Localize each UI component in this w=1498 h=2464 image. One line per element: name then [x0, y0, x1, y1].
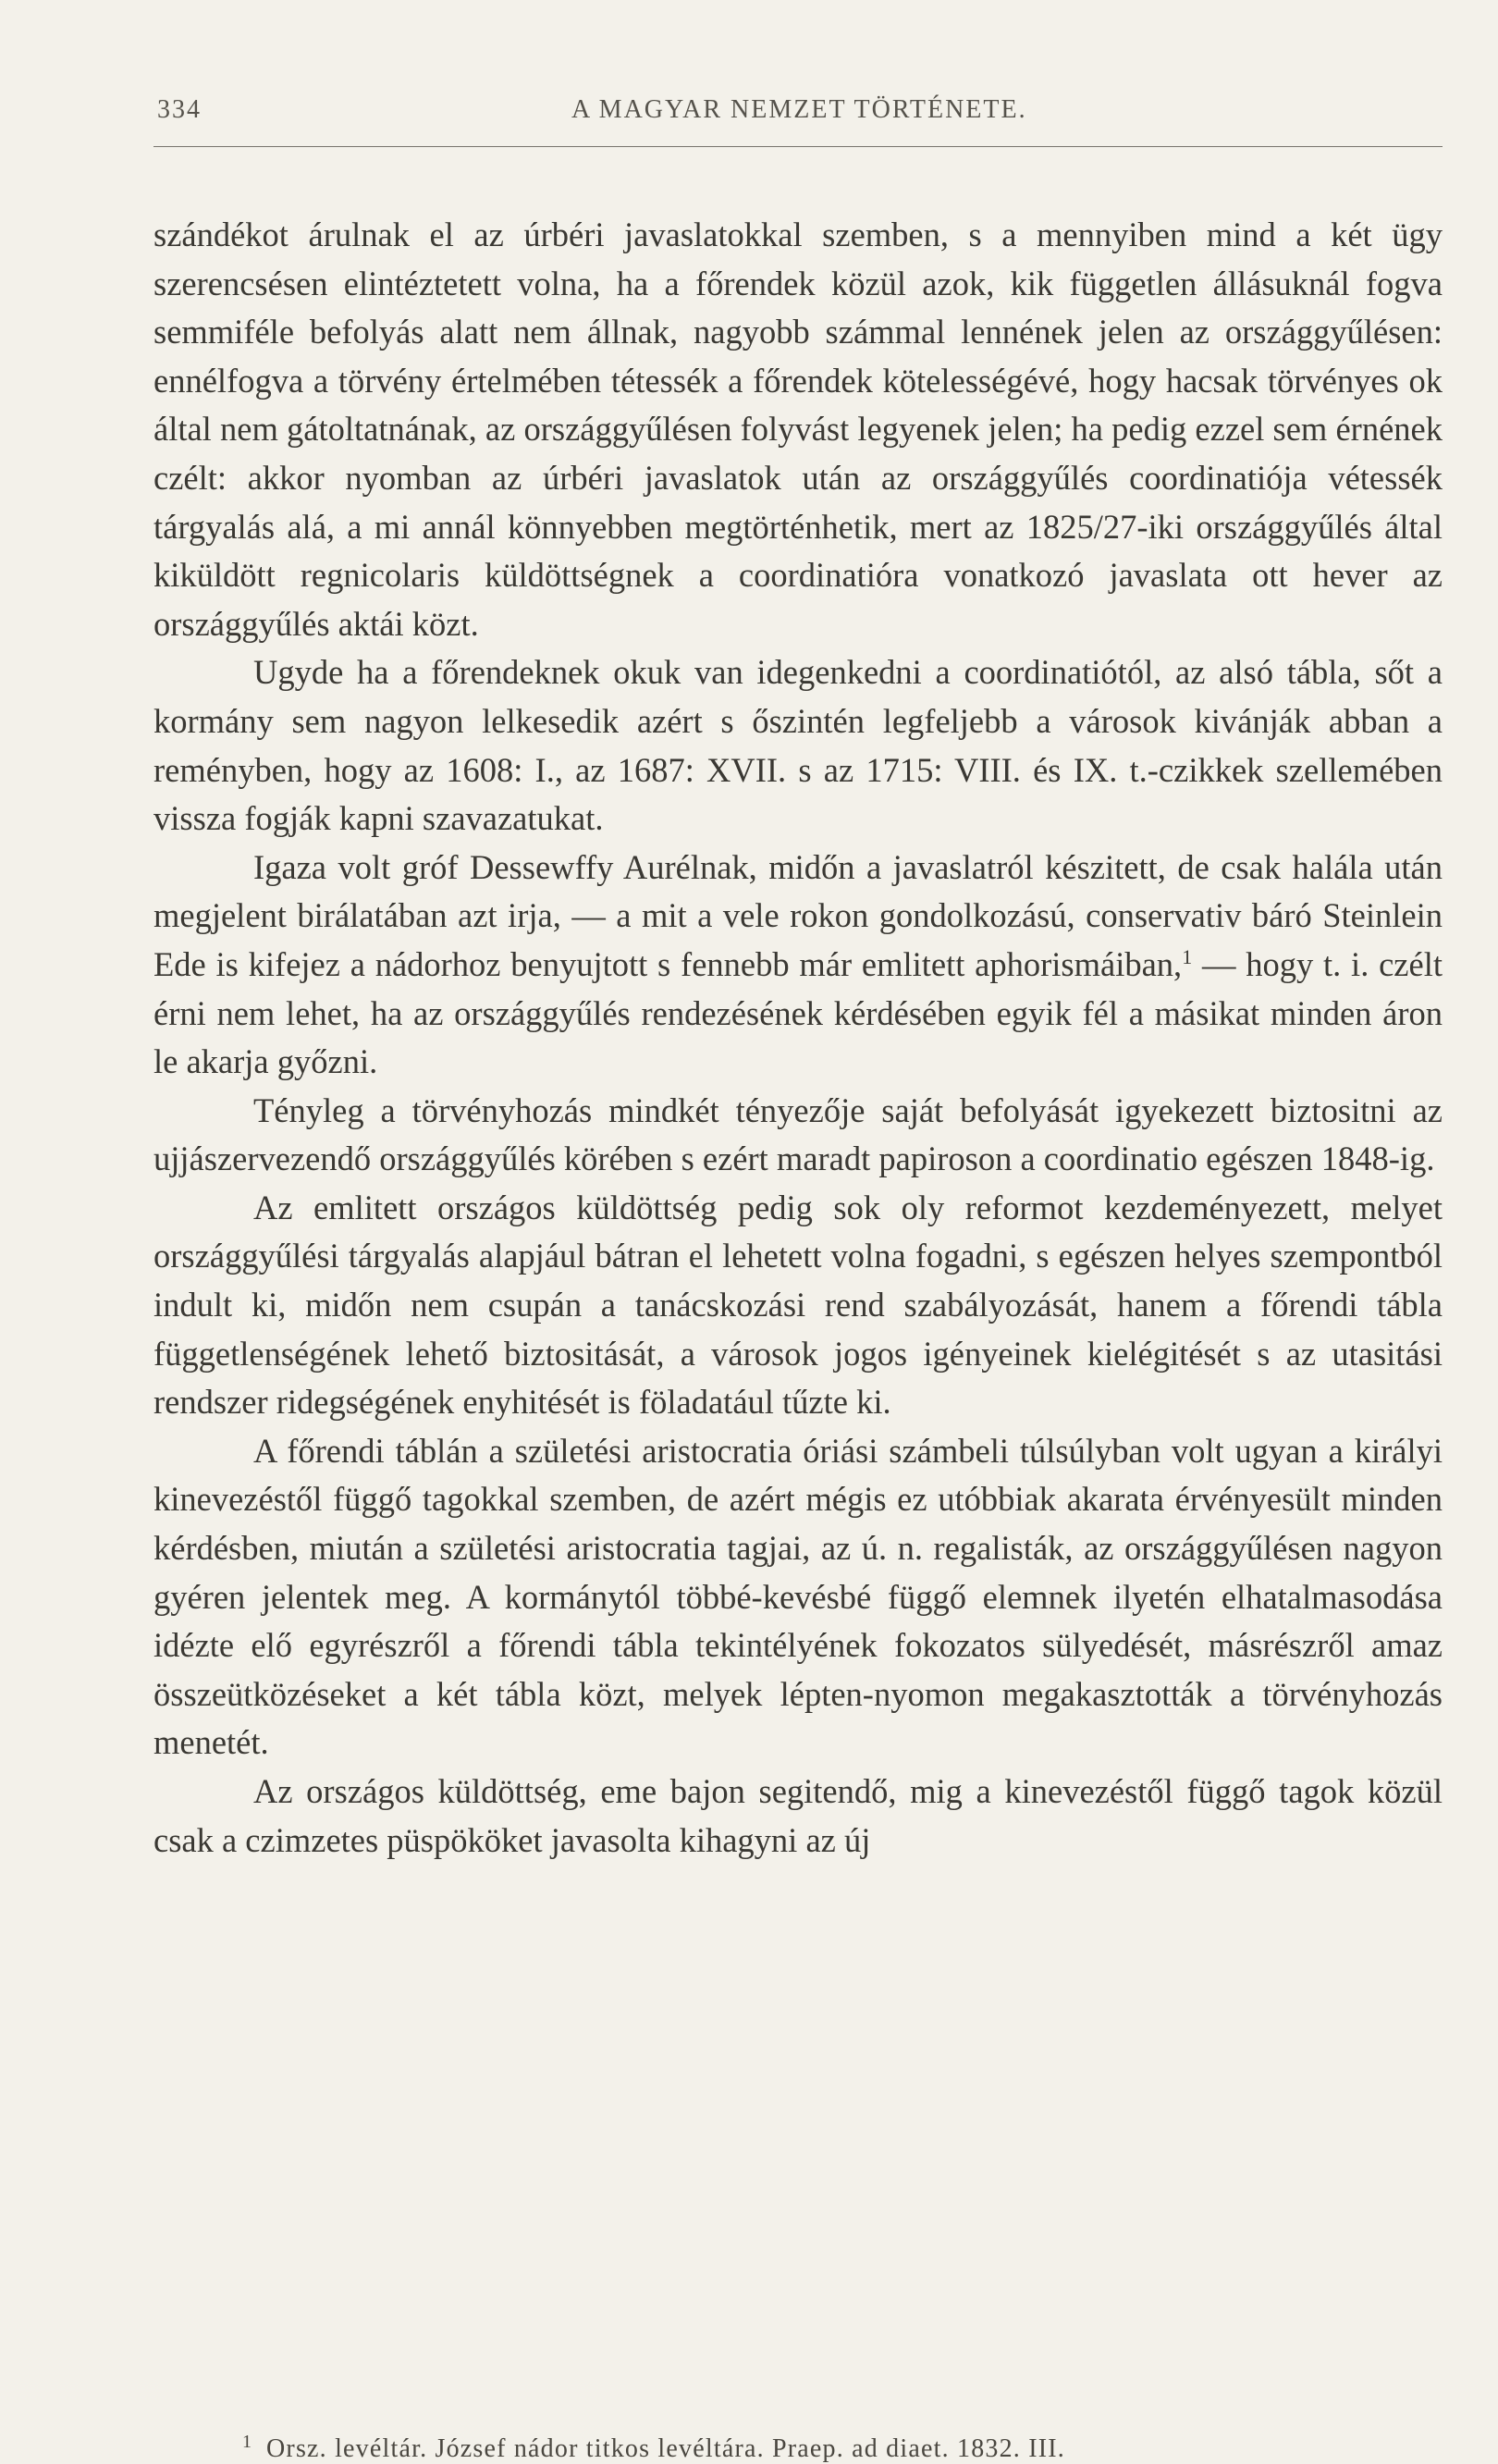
running-title: A MAGYAR NEMZET TÖRTÉNETE.: [571, 95, 1027, 124]
paragraph: szándékot árulnak el az úrbéri javaslatokkal szemben, s a mennyiben mind a két ügy szerencsésen elintéztetett volna, ha a főrendek közül azok, kik független állásuknál fogva semmiféle befolyás alatt nem állnak, nagyobb számmal lennének jelen az országgyűlésen: ennélfogva a törvény értelmében tétessék a főrendek kötelességévé, hogy hacsak törvényes ok által nem gátoltatnának, az országgyűlésen folyvást legyenek jelen; ha pedig ezzel sem érnének czélt: akkor nyomban az úrbéri javaslatok után az országgyűlés coordinatiója vétessék tárgyalás alá, a mi annál könnyebben megtörténhetik, mert az 1825/27-iki országgyűlés által kiküldött regnicolaris küldöttségnek a coordinatióra vonatkozó javaslata ott hever az országgyűlés aktái közt.: [153, 216, 1443, 643]
paragraph: A főrendi táblán a születési aristocratia óriási számbeli túlsúlyban volt ugyan a királyi kinevezéstől függő tagokkal szemben, de azért mégis ez utóbbiak akarata érvényesült minden kérdésben, miután a születési aristocratia tagjai, az ú. n. regalisták, az országgyűlésen nagyon gyéren jelentek meg. A kormánytól többé-kevésbé függő elemnek ilyetén elhatalmasodása idézte elő egyrészről a főrendi tábla tekintélyének fokozatos sülyedését, másrészről amaz összeütközéseket a két tábla közt, melyek lépten-nyomon megakasztották a törvényhozás menetét.: [153, 1431, 1443, 1762]
body-text: [153, 211, 1443, 1865]
footnote-reference[interactable]: 1: [1182, 944, 1193, 968]
paragraph: [153, 844, 1443, 1087]
paragraph-text: Igaza volt gróf Dessewffy Aurélnak, midőn a javaslatról készitett, de csak halála után megjelent birálatában azt irja, — a mit a vele rokon gondolkozású, conservativ báró Steinlein Ede is kifejez a nádorhoz benyujtott s fennebb már emlitett aphorismáiban,: [153, 847, 1443, 983]
footnote-text: Orsz. levéltár. József nádor titkos levéltára. Praep. ad diaet. 1832. III.: [266, 2434, 1065, 2463]
paragraph: Az országos küldöttség, eme bajon segitendő, mig a kinevezéstől függő tagok közül csak a czimzetes püspököket javasolta kihagyni az új: [153, 1772, 1443, 1859]
paragraph: Az emlitett országos küldöttség pedig sok oly reformot kezdeményezett, melyet országgyűlési tárgyalás alapjául bátran el lehetett volna fogadni, s egészen helyes szempontból indult ki, midőn nem csupán a tanácskozási rend szabályozását, hanem a főrendi tábla függetlenségének lehető biztositását, a városok jogos igényeinek kielégitését s az utasitási rendszer ridegségének enyhitését is föladatául tűzte ki.: [153, 1188, 1443, 1422]
paragraph-text: — hogy t. i. czélt érni nem lehet, ha az országgyűlés rendezésének kérdésében egyik fél a másikat minden áron le akarja győzni.: [153, 944, 1443, 1081]
page-number: 334: [157, 95, 202, 124]
footnote: 1 Orsz. levéltár. József nádor titkos levéltára. Praep. ad diaet. 1832. III.: [242, 2431, 1065, 2463]
paragraph: Ugyde ha a főrendeknek okuk van idegenkedni a coordinatiótól, az alsó tábla, sőt a kormány sem nagyon lelkesedik azért s őszintén legfeljebb a városok kivánják abban a reményben, hogy az 1608: I., az 1687: XVII. s az 1715: VIII. és IX. t.-czikkek szellemében vissza fogják kapni szavazatukat.: [153, 653, 1443, 838]
header-rule: [153, 146, 1443, 147]
paragraph: Tényleg a törvényhozás mindkét tényezője saját befolyását igyekezett biztositni az ujjászervezendő országgyűlés körében s ezért maradt papiroson a coordinatio egészen 1848-ig.: [153, 1090, 1443, 1178]
running-head: [153, 95, 1443, 136]
